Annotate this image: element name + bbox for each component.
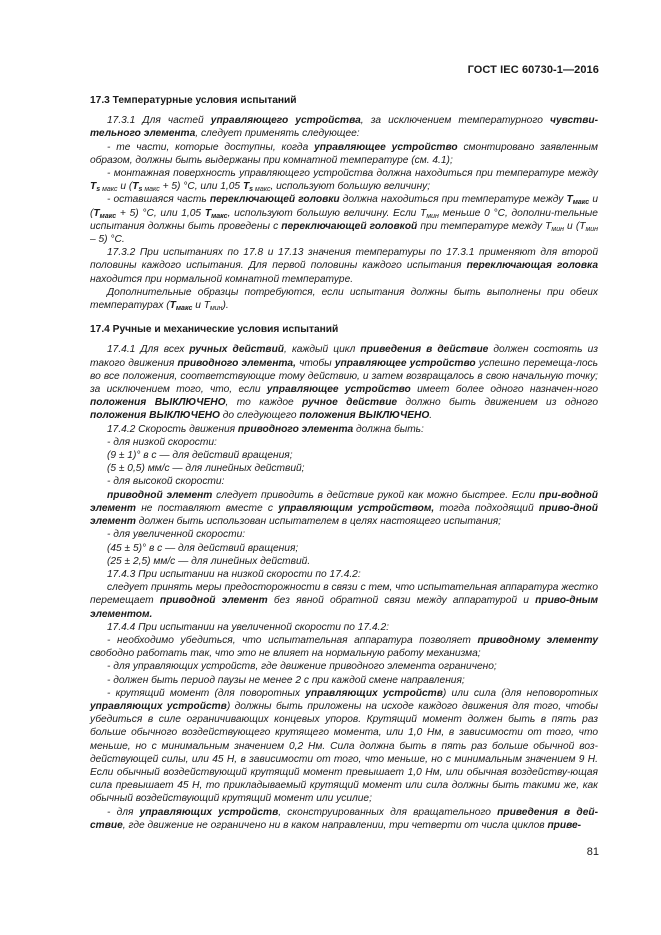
paragraph: 17.4.4 При испытании на увеличенной скорости по 17.4.2: [107, 621, 389, 633]
paragraph: - для увеличенной скорости: [107, 529, 246, 541]
paragraph: - для низкой скорости: [107, 436, 217, 448]
document-body [90, 94, 598, 832]
section-heading-17-3: 17.3 Температурные условия испытаний [90, 95, 297, 106]
paragraph: 17.4.2 Скорость движения приводного элемента должна быть: [107, 423, 424, 435]
paragraph: - для высокой скорости: [107, 476, 225, 488]
paragraph: - крутящий момент (для поворотных управляющих устройств) или сила (для неповоротных управляющих устройств) должны быть приложены на исходе каждого движения для того, чтобы убедиться в силе ограничивающих концевых упоров. Крутящий момент должен быть в пять раз больше обычного воздействующего крутящего момента, или 1,0 Нм, в зависимости от того, что меньше, но с минимальным значением 0,2 Нм. Сила должна быть в пять раз больше обычной воз-действующей силы, или 45 Н, в зависимости от того, что меньше, но с минимальным значением 9 Н. Если обычный воздействующий крутящий момент превышает 1,0 Нм, или обычная воздейству-ющая сила превышает 45 Н, то прикладываемый крутящий момент или сила должны быть такими же, как обычный воздействующий крутящий момент или усилие; [90, 687, 598, 805]
paragraph: следует принять меры предосторожности в связи с тем, что испытательная аппаратура жестко перемещает приводной элемент без явной обратной связи между аппаратурой и приво-дным элементом. [90, 582, 598, 620]
paragraph: - те части, которые доступны, когда управляющее устройство смонтировано заявленным образом, должны быть выдержаны при комнатной температуре (см. 4.1); [90, 141, 598, 166]
paragraph: - для управляющих устройств, где движение приводного элемента ограничено; [107, 661, 497, 673]
paragraph: 17.3.2 При испытаниях по 17.8 и 17.13 значения температуры по 17.3.1 применяют для второй половины каждого испытания. Для первой половины каждого испытания переключающая головка находится при нормальной комнатной температуре. [90, 247, 598, 285]
paragraph: (5 ± 0,5) мм/с — для линейных действий; [107, 463, 305, 475]
paragraph: Дополнительные образцы потребуются, если испытания должны быть выполнены при обеих температурах ($T_{макс}$ и $T_{мин}$). [90, 286, 598, 313]
paragraph: - для управляющих устройств, сконструированных для вращательного приведения в дей-ствие, где движение не ограничено ни в каком направлении, три четверти от числа циклов приве- [90, 806, 598, 831]
paragraph: приводной элемент следует приводить в действие рукой как можно быстрее. Если при-водной элемент не поставляют вместе с управляющим устройством, тогда подходящий приво-дной элемент должен быть использован испытателем в целях настоящего испытания; [90, 489, 599, 528]
paragraph: (45 ± 5)° в с — для действий вращения; [107, 542, 299, 554]
paragraph: 17.4.1 Для всех ручных действий, каждый цикл приведения в действие должен состоять из такого движения приводного элемента, чтобы управляющее устройство успешно перемеща-лось во все положения, соответствующие тому действию, и затем возвращалось в свою начальную точку; за исключением того, что, если управляющее устройство имеет более одного назначен-ного положения ВЫКЛЮЧЕНО, то каждое ручное действие должно быть движением из одного положения ВЫКЛЮЧЕНО до следующего положения ВЫКЛЮЧЕНО. [90, 344, 599, 422]
paragraph: 17.3.1 Для частей управляющего устройства, за исключением температурного чувстви-тельного элемента, следует применять следующее: [90, 115, 599, 140]
paragraph: - монтажная поверхность управляющего устройства должна находиться при температуре между $T_{s макс}$ и $(T_{s макс} + 5)$ °С, или 1,05 $T_{s макс}$, используют большую величину; [90, 168, 598, 194]
paragraph: - необходимо убедиться, что испытательная аппаратура позволяет приводному элементу свободно работать так, что это не влияет на нормальную работу механизма; [90, 634, 598, 660]
section-heading-17-4: 17.4 Ручные и механические условия испытаний [90, 324, 339, 336]
paragraph: (25 ± 2,5) мм/с — для линейных действий. [107, 555, 311, 567]
paragraph: - оставшаяся часть переключающей головки должна находиться при температуре между $T_{макс}$ и $(T_{макс} + 5)$ °С, или 1,05 $T_{макс}$, используют большую величину. Если $T_{мин}$ меньше 0 °С, дополни-тельные испытания должны быть проведены с переключающей головкой при температуре между $T_{мин}$ и $(T_{мин} - 5)$ °С. [90, 194, 599, 246]
paragraph: (9 ± 1)° в с — для действий вращения; [107, 450, 293, 462]
paragraph: 17.4.3 При испытании на низкой скорости по 17.4.2: [107, 568, 361, 580]
page-number: 81 [586, 846, 599, 858]
paragraph: - должен быть период паузы не менее 2 с при каждой смене направления; [107, 674, 465, 686]
document-header: ГОСТ IEC 60730-1—2016 [467, 64, 599, 76]
